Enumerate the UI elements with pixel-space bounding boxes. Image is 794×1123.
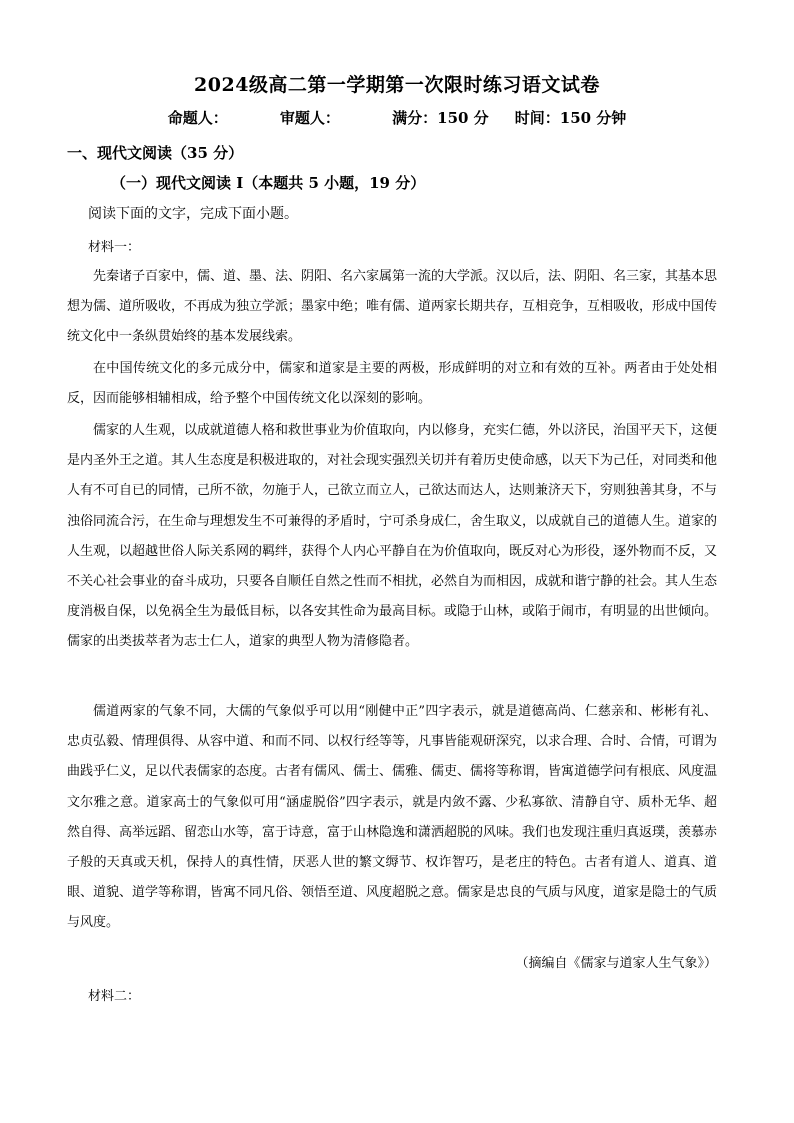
material-one-source: （摘编自《儒家与道家人生气象》） [515,956,717,971]
material-one-paragraph: 先秦诸子百家中，儒、道、墨、法、阴阳、名六家属第一流的大学派。汉以后，法、阴阳、名三家，其基本思想为儒、道所吸收，不再成为独立学派；墨家中绝；唯有儒、道两家长期共存，互相竞争，互相吸收，形成中国传统文化中一条纵贯始终的基本发展线索。 [67,269,718,345]
material-two-label: 材料二： [88,989,141,1004]
exam-title: 2024级高二第一学期第一次限时练习语文试卷 [194,74,600,96]
subsection-heading: （一）现代文阅读 I（本题共 5 小题，19 分） [111,174,426,192]
material-one-paragraph: 儒家的人生观，以成就道德人格和救世事业为价值取向，内以修身，充实仁德，外以济民，治国平天下，这便是内圣外王之道。其人生态度是积极进取的，对社会现实强烈关切并有着历史使命感，以天下为己任，对同类和他人有不可自已的同情，己所不欲，勿施于人，己欲立而立人，己欲达而达人，达则兼济天下，穷则独善其身，不与浊俗同流合污，在生命与理想发生不可兼得的矛盾时，宁可杀身成仁，舍生取义，以成就自己的道德人生。道家的人生观，以超越世俗人际关系网的羁绊，获得个人内心平静自在为价值取向，既反对心为形役，逐外物而不反，又不关心社会事业的奋斗成功，只要各自顺任自然之性而不相扰，必然自为而相因，成就和谐宁静的社会。其人生态度消极自保，以免祸全生为最低目标，以各安其性命为最高目标。或隐于山林，或陷于闹市，有明显的出世倾向。儒家的出类拔萃者为志士仁人，道家的典型人物为清修隐者。 [67,423,718,650]
material-one-paragraph: 儒道两家的气象不同，大儒的气象似乎可以用“刚健中正”四字表示，就是道德高尚、仁慈亲和、彬彬有礼、忠贞弘毅、情理俱得、从容中道、和而不同、以权行经等等，凡事皆能观研深究，以求合理、合时、合情，可谓为曲践乎仁义，足以代表儒家的态度。古者有儒风、儒士、儒雅、儒吏、儒将等称谓，皆寓道德学问有根底、风度温文尔雅之意。道家高士的气象似可用“涵虚脱俗”四字表示，就是内敛不露、少私寡欲、清静自守、质朴无华、超然自得、高举远蹈、留恋山水等，富于诗意，富于山林隐逸和潇洒超脱的风味。我们也发现注重归真返璞，羡慕赤子般的天真或天机，保持人的真性情，厌恶人世的繁文缛节、权诈智巧，是老庄的特色。古者有道人、道真、道眼、道貌、道学等称谓，皆寓不同凡俗、领悟至道、风度超脱之意。儒家是忠良的气质与风度，道家是隐士的气质与风度。 [67,704,718,931]
section-heading: 一、现代文阅读（35 分） [67,144,244,162]
material-one-label: 材料一： [88,240,141,255]
material-one-paragraph: 在中国传统文化的多元成分中，儒家和道家是主要的两极，形成鲜明的对立和有效的互补。两者由于处处相反，因而能够相辅相成，给予整个中国传统文化以深刻的影响。 [67,361,717,407]
reading-instruction: 阅读下面的文字，完成下面小题。 [88,206,298,222]
exam-meta-line: 命题人： 审题人： 满分：150 分 时间：150 分钟 [167,109,627,127]
